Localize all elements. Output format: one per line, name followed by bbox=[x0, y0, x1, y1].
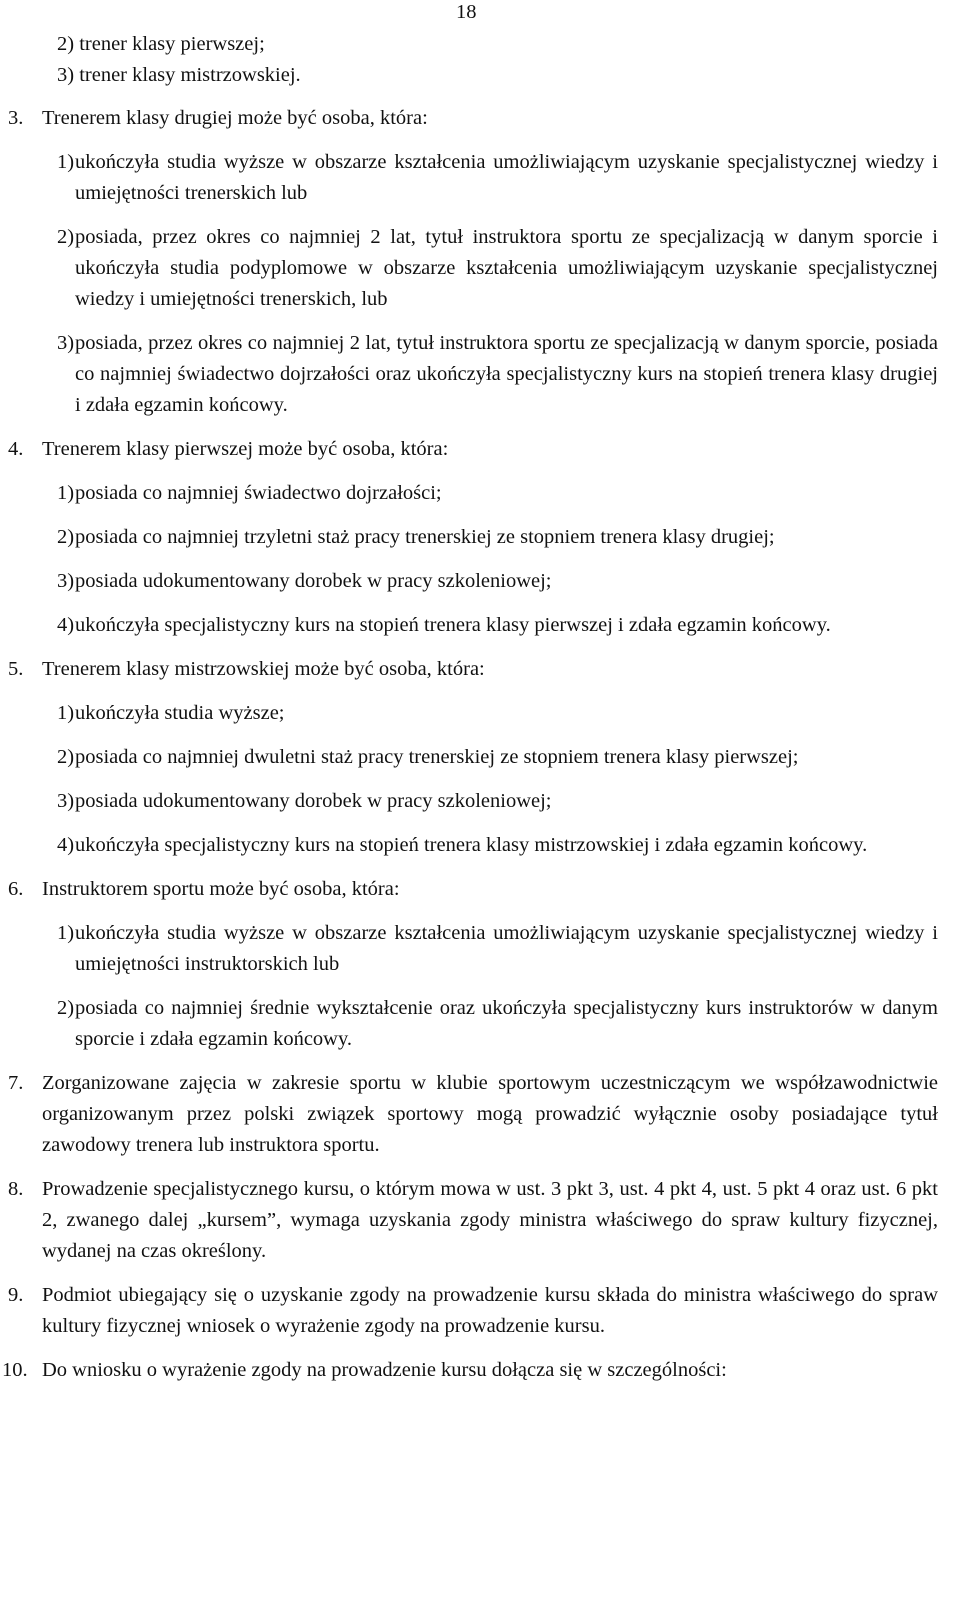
item-number: 2) bbox=[57, 226, 75, 248]
list-item bbox=[0, 147, 960, 209]
list-item bbox=[0, 222, 960, 315]
section-9 bbox=[0, 1280, 960, 1342]
section-text: Trenerem klasy mistrzowskiej może być osoba, która: bbox=[42, 658, 485, 680]
item-number: 2) bbox=[57, 33, 75, 55]
section-8 bbox=[0, 1174, 960, 1267]
item-number: 1) bbox=[57, 482, 75, 504]
item-number: 4) bbox=[57, 614, 75, 636]
section-text: Podmiot ubiegający się o uzyskanie zgody na prowadzenie kursu składa do ministra właściwego do spraw kultury fizycznej wniosek o wyrażenie zgody na prowadzenie kursu. bbox=[42, 1284, 938, 1337]
section-number: 6. bbox=[8, 878, 24, 900]
item-text: posiada co najmniej trzyletni staż pracy trenerskiej ze stopniem trenera klasy drugiej; bbox=[75, 526, 775, 548]
item-number: 1) bbox=[57, 151, 75, 173]
section-text: Zorganizowane zajęcia w zakresie sportu w klubie sportowym uczestniczącym we współzawodnictwie organizowanym przez polski związek sportowy mogą prowadzić wyłącznie osoby posiadające tytuł zawodowy trenera lub instruktora sportu. bbox=[42, 1072, 938, 1156]
item-text: posiada, przez okres co najmniej 2 lat, tytuł instruktora sportu ze specjalizacją w danym sporcie i ukończyła studia podyplomowe w obszarze kształcenia umożliwiającym uzyskanie specjalistycznej wiedzy i umiejętności trenerskich, lub bbox=[75, 226, 938, 310]
carryover-list bbox=[57, 29, 960, 91]
item-text: posiada udokumentowany dorobek w pracy szkoleniowej; bbox=[75, 790, 552, 812]
list-item bbox=[0, 566, 960, 597]
list-item bbox=[0, 742, 960, 773]
section-text: Trenerem klasy drugiej może być osoba, która: bbox=[42, 107, 428, 129]
section-5 bbox=[0, 654, 960, 685]
item-text: ukończyła studia wyższe w obszarze kształcenia umożliwiającym uzyskanie specjalistycznej wiedzy i umiejętności instruktorskich lub bbox=[75, 922, 938, 975]
list-item bbox=[0, 328, 960, 421]
section-text: Do wniosku o wyrażenie zgody na prowadzenie kursu dołącza się w szczególności: bbox=[42, 1359, 727, 1381]
item-text: trener klasy pierwszej; bbox=[79, 33, 265, 55]
list-item bbox=[0, 610, 960, 641]
item-text: posiada co najmniej świadectwo dojrzałości; bbox=[75, 482, 442, 504]
item-number: 3) bbox=[57, 64, 75, 86]
item-number: 1) bbox=[57, 702, 75, 724]
section-number: 8. bbox=[8, 1178, 24, 1200]
item-text: trener klasy mistrzowskiej. bbox=[79, 64, 301, 86]
list-item bbox=[0, 786, 960, 817]
item-number: 2) bbox=[57, 997, 75, 1019]
list-item bbox=[0, 993, 960, 1055]
section-number: 5. bbox=[8, 658, 24, 680]
item-text: ukończyła studia wyższe; bbox=[75, 702, 285, 724]
item-text: posiada co najmniej dwuletni staż pracy trenerskiej ze stopniem trenera klasy pierwszej; bbox=[75, 746, 799, 768]
item-number: 4) bbox=[57, 834, 75, 856]
section-4 bbox=[0, 434, 960, 465]
section-number: 7. bbox=[8, 1072, 24, 1094]
item-text: posiada co najmniej średnie wykształcenie oraz ukończyła specjalistyczny kurs instruktorów w danym sporcie i zdała egzamin końcowy. bbox=[75, 997, 938, 1050]
section-number: 4. bbox=[8, 438, 24, 460]
list-item bbox=[0, 522, 960, 553]
item-number: 2) bbox=[57, 746, 75, 768]
list-item bbox=[0, 698, 960, 729]
item-text: ukończyła specjalistyczny kurs na stopień trenera klasy mistrzowskiej i zdała egzamin końcowy. bbox=[75, 834, 868, 856]
section-10 bbox=[0, 1355, 960, 1386]
item-number: 2) bbox=[57, 526, 75, 548]
item-number: 3) bbox=[57, 570, 75, 592]
section-3 bbox=[0, 103, 960, 134]
list-item bbox=[0, 830, 960, 861]
item-number: 1) bbox=[57, 922, 75, 944]
section-7 bbox=[0, 1068, 960, 1161]
section-6 bbox=[0, 874, 960, 905]
item-number: 3) bbox=[57, 332, 75, 354]
list-item bbox=[57, 29, 960, 60]
item-text: posiada, przez okres co najmniej 2 lat, tytuł instruktora sportu ze specjalizacją w danym sporcie, posiada co najmniej świadectwo dojrzałości oraz ukończyła specjalistyczny kurs na stopień trenera klasy drugiej i zdała egzamin końcowy. bbox=[75, 332, 938, 416]
section-text: Trenerem klasy pierwszej może być osoba, która: bbox=[42, 438, 449, 460]
section-number: 3. bbox=[8, 107, 24, 129]
section-text: Instruktorem sportu może być osoba, która: bbox=[42, 878, 400, 900]
document-body bbox=[0, 29, 960, 1399]
item-number: 3) bbox=[57, 790, 75, 812]
item-text: ukończyła specjalistyczny kurs na stopień trenera klasy pierwszej i zdała egzamin końcowy. bbox=[75, 614, 831, 636]
section-number: 9. bbox=[8, 1284, 24, 1306]
section-number: 10. bbox=[2, 1359, 28, 1381]
item-text: ukończyła studia wyższe w obszarze kształcenia umożliwiającym uzyskanie specjalistycznej wiedzy i umiejętności trenerskich lub bbox=[75, 151, 938, 204]
list-item bbox=[0, 918, 960, 980]
page-number: 18 bbox=[456, 1, 477, 23]
list-item bbox=[57, 60, 960, 91]
item-text: posiada udokumentowany dorobek w pracy szkoleniowej; bbox=[75, 570, 552, 592]
list-item bbox=[0, 478, 960, 509]
section-text: Prowadzenie specjalistycznego kursu, o którym mowa w ust. 3 pkt 3, ust. 4 pkt 4, ust. 5 pkt 4 oraz ust. 6 pkt 2, zwanego dalej „kursem”, wymaga uzyskania zgody ministra właściwego do spraw kultury fizycznej, wydanej na czas określony. bbox=[42, 1178, 938, 1262]
